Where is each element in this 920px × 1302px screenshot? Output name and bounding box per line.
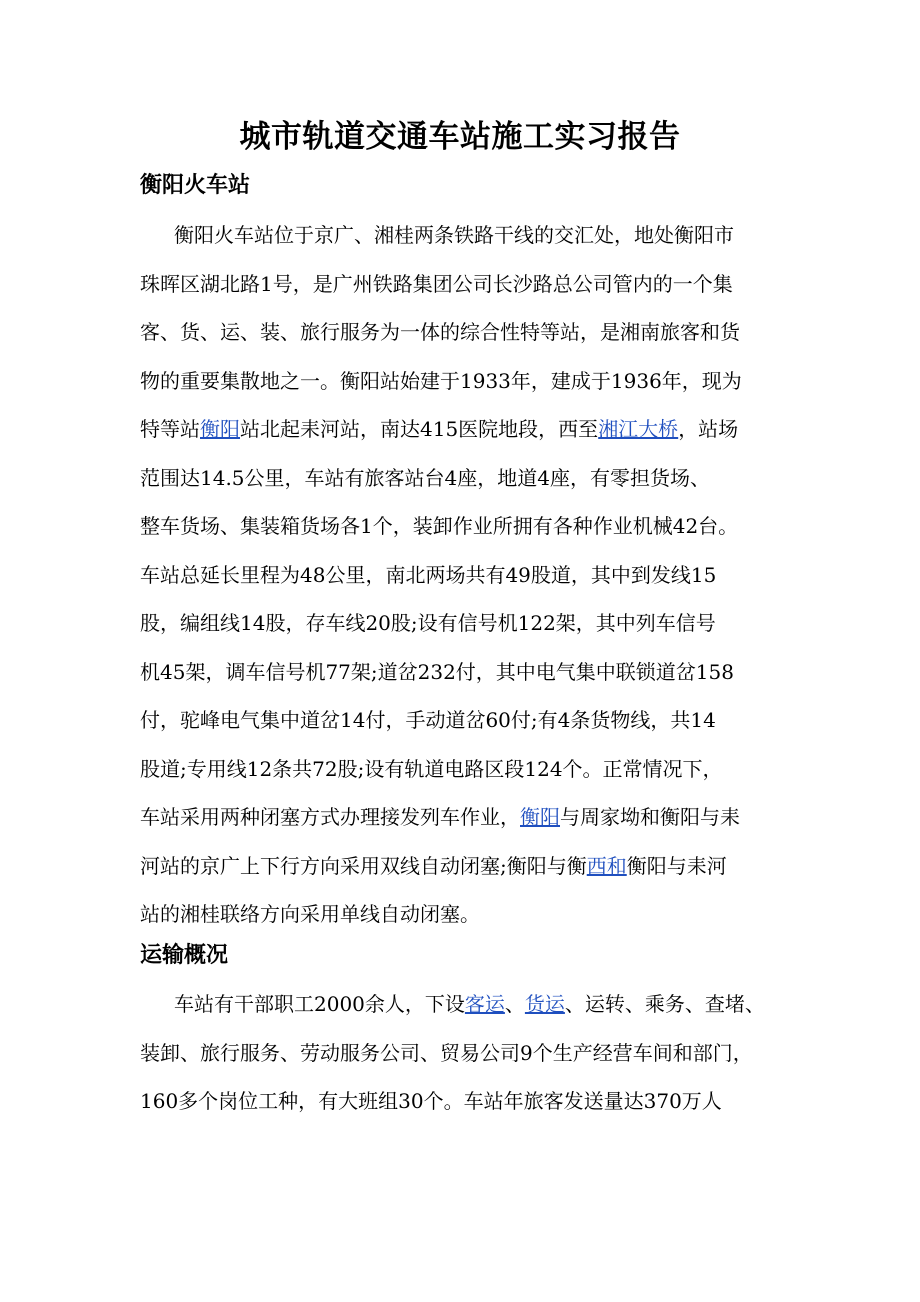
link-hengyang-2[interactable]: 衡阳 <box>520 805 560 829</box>
text-run: 、 <box>504 992 525 1016</box>
link-passenger-transport[interactable]: 客运 <box>464 992 505 1016</box>
text-run: 珠晖区湖北路1号，是广州铁路集团公司长沙路总公司管内的一个集 <box>140 271 733 296</box>
text-run: 站北起耒河站，南达415医院地段，西至 <box>240 417 599 441</box>
paragraph-line <box>140 551 790 600</box>
text-run: 股，编组线14股，存车线20股;设有信号机122架，其中列车信号 <box>140 611 716 635</box>
document-title: 城市轨道交通车站施工实习报告 <box>239 119 681 155</box>
text-run: 客、货、运、装、旅行服务为一体的综合性特等站，是湘南旅客和货 <box>140 320 740 344</box>
link-xihe[interactable]: 西和 <box>586 853 627 878</box>
text-run: ，站场 <box>678 417 739 441</box>
text-run: 装卸、旅行服务、劳动服务公司、贸易公司9个生产经营车间和部门， <box>140 1040 753 1065</box>
text-run: 衡阳火车站位于京广、湘桂两条铁路干线的交汇处，地处衡阳市 <box>174 223 734 247</box>
text-run: 特等站 <box>140 417 200 441</box>
text-run: 河站的京广上下行方向采用双线自动闭塞;衡阳与衡 <box>140 853 587 878</box>
text-run: 衡阳与耒河 <box>626 853 727 878</box>
text-run: 车站有干部职工2000余人，下设 <box>174 992 465 1016</box>
paragraph-line <box>140 260 790 309</box>
text-run: 付，驼峰电气集中道岔14付，手动道岔60付;有4条货物线，共14 <box>140 708 716 732</box>
text-run: 整车货场、集装箱货场各1个，装卸作业所拥有各种作业机械42台。 <box>140 514 739 538</box>
section-heading-transport-overview: 运输概况 <box>140 943 229 968</box>
paragraph-line <box>140 842 790 891</box>
text-run: 物的重要集散地之一。衡阳站始建于1933年，建成于1936年，现为 <box>140 368 742 393</box>
paragraph-line <box>140 405 790 454</box>
text-run: 站的湘桂联络方向采用单线自动闭塞。 <box>140 902 480 926</box>
section-paragraph-hengyang-station <box>140 211 790 939</box>
paragraph-line <box>140 1077 790 1126</box>
text-run: 股道;专用线12条共72股;设有轨道电路区段124个。正常情况下， <box>140 756 723 781</box>
paragraph-line <box>140 696 790 745</box>
text-run: 范围达14.5公里，车站有旅客站台4座，地道4座，有零担货场、 <box>140 465 710 490</box>
text-run: 与周家坳和衡阳与耒 <box>560 805 740 829</box>
section-paragraph-transport-overview <box>140 980 790 1126</box>
paragraph-line <box>140 980 790 1029</box>
paragraph-line <box>140 890 790 939</box>
text-run: 车站采用两种闭塞方式办理接发列车作业， <box>140 805 520 829</box>
text-run: 、运转、乘务、查堵、 <box>564 992 765 1016</box>
section-heading-hengyang-station: 衡阳火车站 <box>140 173 251 198</box>
link-hengyang[interactable]: 衡阳 <box>200 417 240 441</box>
paragraph-line <box>140 502 790 551</box>
paragraph-line <box>140 454 790 503</box>
paragraph-line <box>140 745 790 794</box>
paragraph-line <box>140 599 790 648</box>
paragraph-line <box>140 1029 790 1078</box>
link-xiangjiang-bridge[interactable]: 湘江大桥 <box>598 417 679 441</box>
text-run: 车站总延长里程为48公里，南北两场共有49股道，其中到发线15 <box>140 562 717 587</box>
link-freight-transport[interactable]: 货运 <box>524 992 565 1016</box>
text-run: 机45架，调车信号机77架;道岔232付，其中电气集中联锁道岔158 <box>140 659 734 684</box>
paragraph-line <box>140 357 790 406</box>
paragraph-line <box>140 308 790 357</box>
paragraph-line <box>140 648 790 697</box>
paragraph-line <box>140 211 790 260</box>
text-run: 160多个岗位工种，有大班组30个。车站年旅客发送量达370万人 <box>140 1089 722 1113</box>
paragraph-line <box>140 793 790 842</box>
